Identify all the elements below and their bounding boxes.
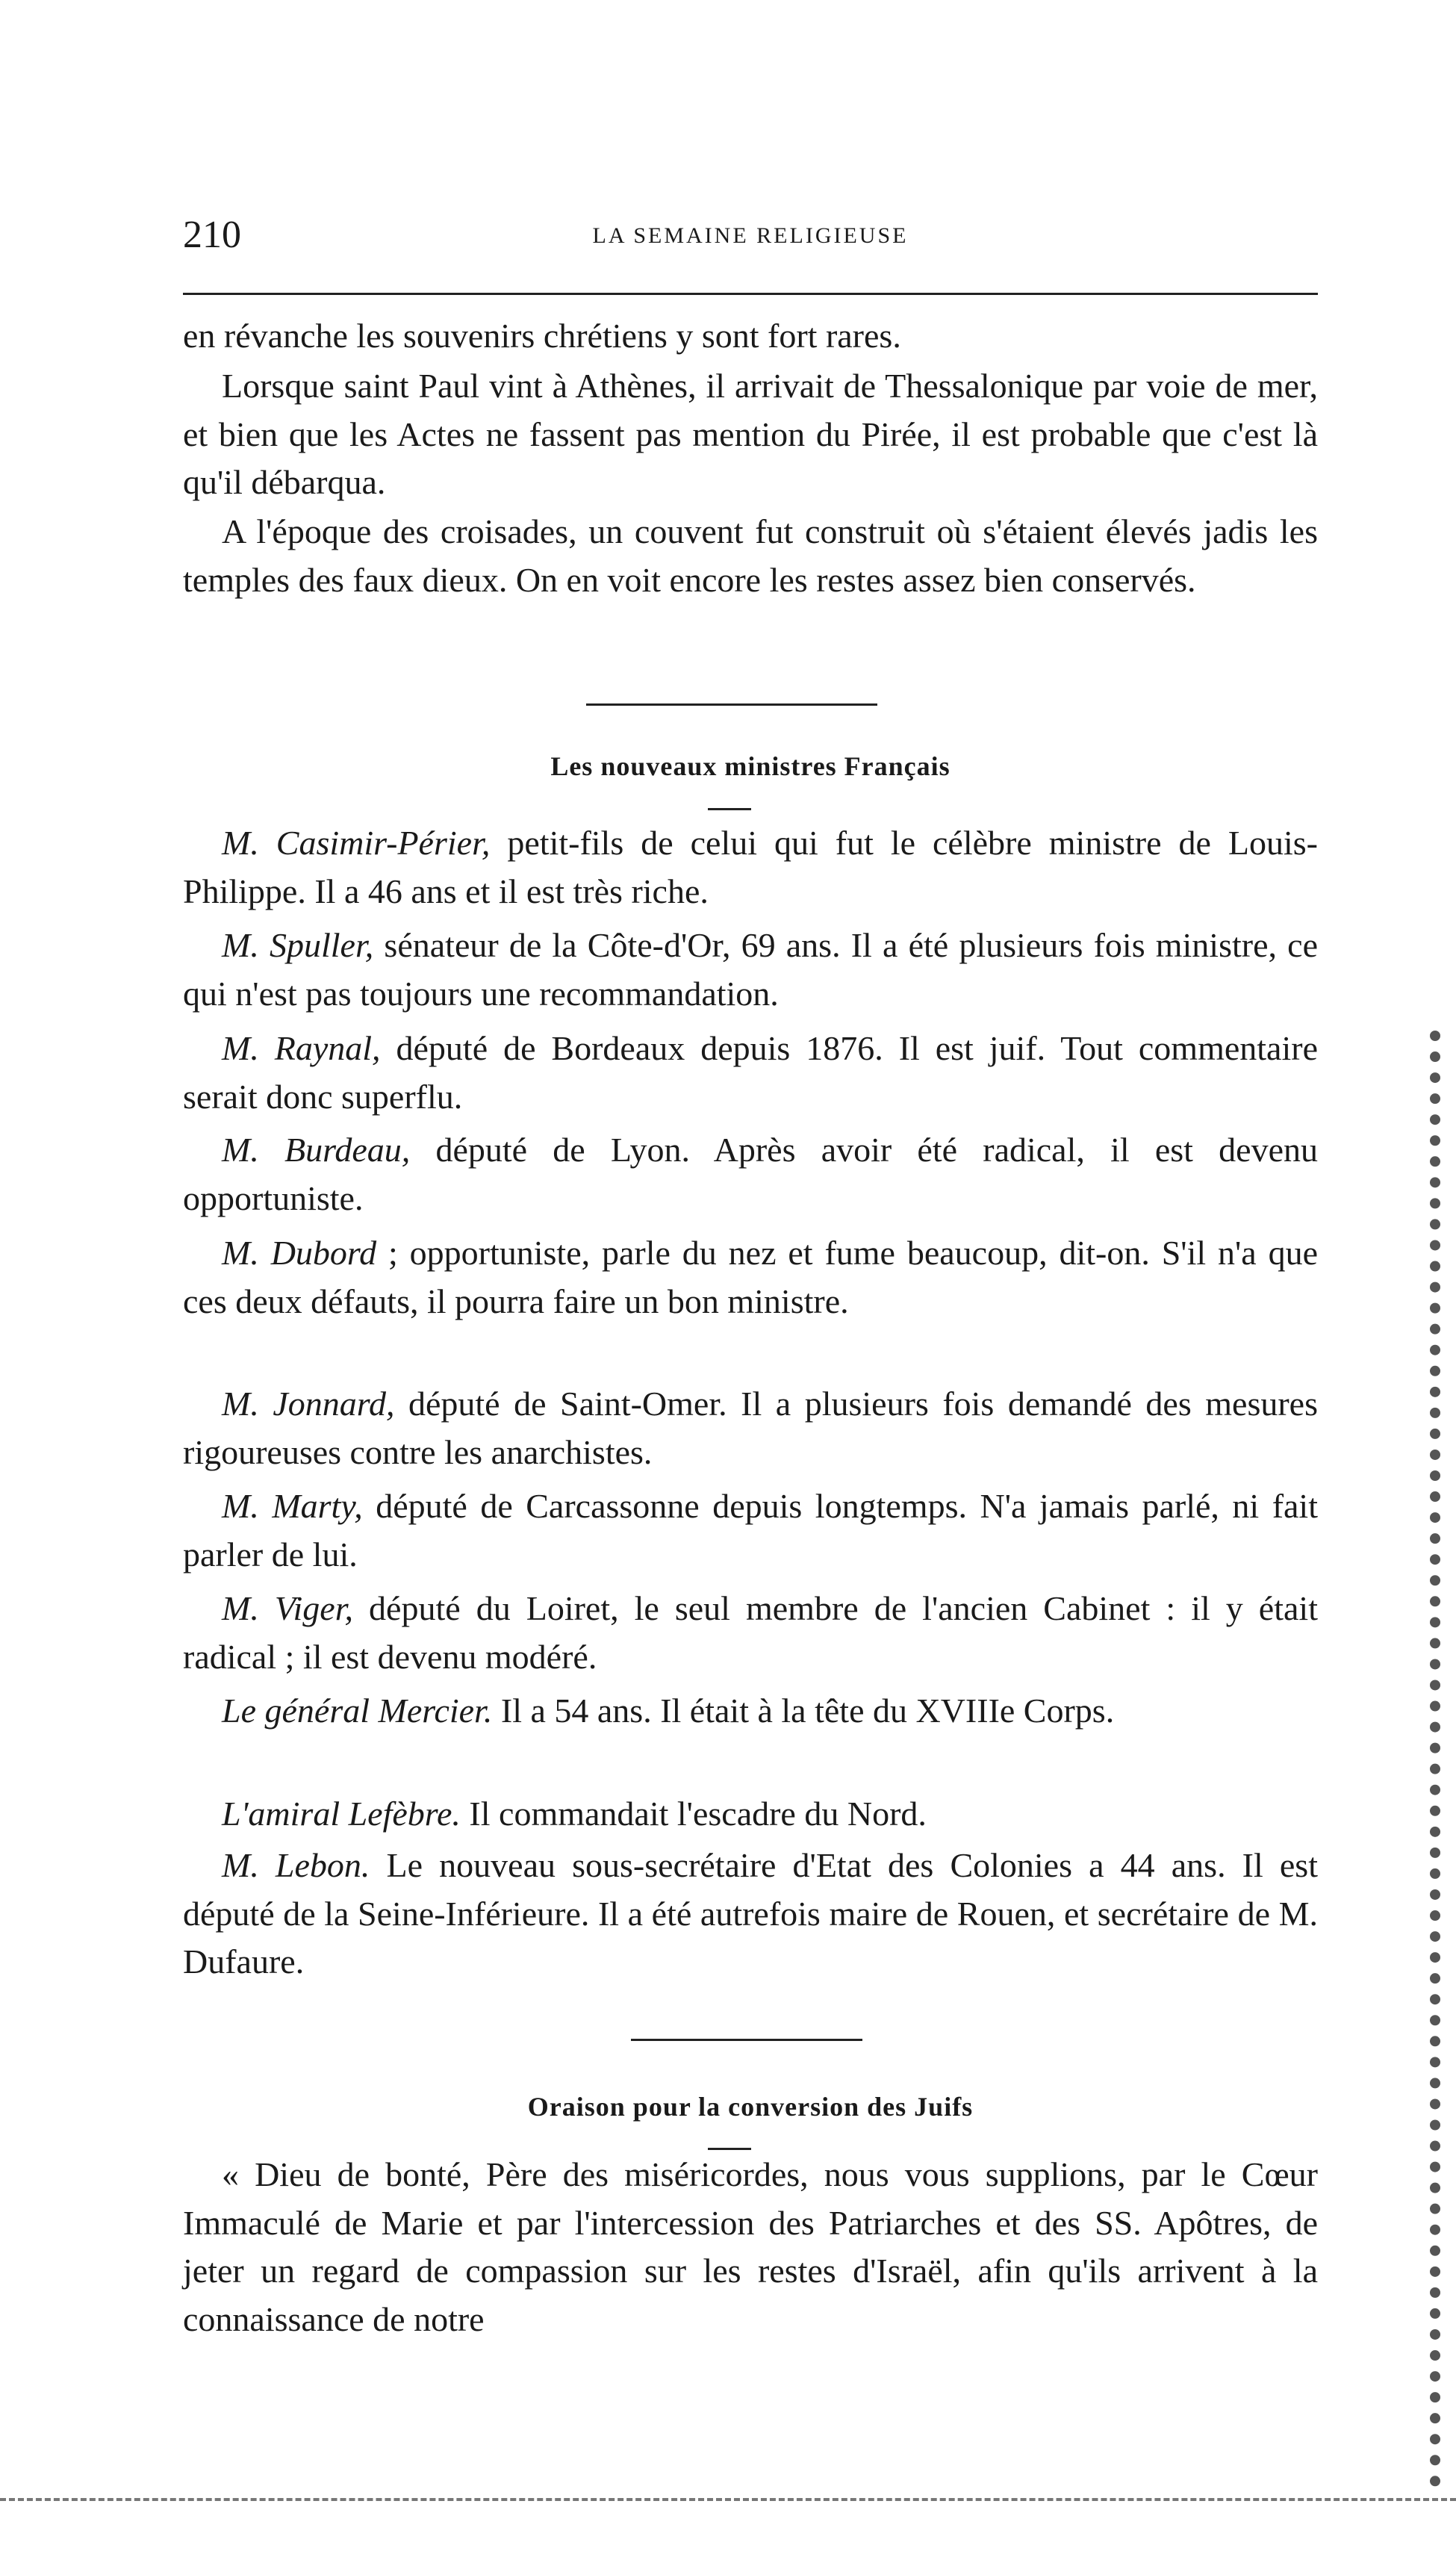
page-header (183, 213, 1318, 273)
minister-name: Le général Mercier. (222, 1691, 493, 1730)
prayer-paragraph: « Dieu de bonté, Père des miséricordes, nous vous supplions, par le Cœur Immaculé de Marie et par l'intercession des Patriarches et des SS. Apôtres, de jeter un regard de compassion sur les restes d'Israël, afin qu'ils arrivent à la connaissance de notre (183, 2155, 1318, 2339)
minister-description: député de Saint-Omer. Il a plusieurs fois demandé des mesures rigoureuses contre les anarchistes. (183, 1385, 1318, 1471)
minister-entry (183, 1687, 1318, 1736)
title-dash (708, 2148, 751, 2150)
minister-description: député de Carcassonne depuis longtemps. N'a jamais parlé, ni fait parler de lui. (183, 1487, 1318, 1573)
minister-entry (183, 1025, 1318, 1121)
running-title: LA SEMAINE RELIGIEUSE (592, 223, 909, 248)
minister-name: M. Burdeau, (222, 1131, 411, 1169)
minister-entry (183, 819, 1318, 916)
intro-paragraph-3: A l'époque des croisades, un couvent fut construit où s'étaient élevés jadis les temples des faux dieux. On en voit encore les restes assez bien conservés. (183, 512, 1318, 599)
minister-description: ; opportuniste, parle du nez et fume beaucoup, dit-on. S'il n'a que ces deux défauts, il pourra faire un bon ministre. (183, 1234, 1319, 1320)
minister-name: M. Spuller, (222, 926, 374, 964)
minister-name: M. Marty, (222, 1487, 363, 1525)
minister-name: M. Viger, (222, 1589, 354, 1627)
minister-entry (183, 1229, 1318, 1326)
minister-entry (183, 1482, 1318, 1579)
section-title: Oraison pour la conversion des Juifs (527, 2092, 974, 2122)
minister-entry (183, 1126, 1318, 1223)
minister-name: M. Jonnard, (222, 1385, 395, 1423)
minister-description: député de Bordeaux depuis 1876. Il est juif. Tout commentaire serait donc superflu. (183, 1029, 1318, 1116)
minister-description: petit-fils de celui qui fut le célèbre ministre de Louis-Philippe. Il a 46 ans et il est très riche. (183, 824, 1318, 910)
section-divider (631, 2039, 862, 2041)
section-title: Les nouveaux ministres Français (550, 751, 951, 781)
minister-entry (183, 1842, 1318, 1986)
intro-paragraph-1: en révanche les souvenirs chrétiens y sont fort rares. (183, 317, 901, 355)
page-bottom-edge (0, 2498, 1456, 2501)
section-divider (586, 703, 877, 706)
minister-name: M. Casimir-Périer, (222, 824, 491, 862)
minister-description: Le nouveau sous-secrétaire d'Etat des Colonies a 44 ans. Il est député de la Seine-Inférieure. Il a été autrefois maire de Rouen, et secrétaire de M. Dufaure. (183, 1846, 1318, 1981)
minister-name: L'amiral Lefèbre. (222, 1795, 461, 1833)
minister-name: M. Raynal, (222, 1029, 381, 1067)
header-rule (183, 293, 1318, 295)
minister-description: Il a 54 ans. Il était à la tête du XVIIIe Corps. (492, 1691, 1115, 1730)
minister-entry (183, 1585, 1318, 1681)
minister-name: M. Lebon. (222, 1846, 370, 1884)
minister-entry (183, 922, 1318, 1018)
minister-description: sénateur de la Côte-d'Or, 69 ans. Il a été plusieurs fois ministre, ce qui n'est pas toujours une recommandation. (183, 926, 1318, 1013)
minister-description: député du Loiret, le seul membre de l'ancien Cabinet : il y était radical ; il est devenu modéré. (183, 1589, 1318, 1676)
minister-name: M. Dubord (222, 1234, 377, 1272)
minister-description: Il commandait l'escadre du Nord. (460, 1795, 927, 1833)
title-dash (708, 808, 751, 810)
minister-entry (183, 1790, 1318, 1839)
page-number: 210 (183, 214, 241, 256)
minister-entry (183, 1380, 1318, 1476)
page-right-edge (1430, 1031, 1440, 2487)
intro-paragraph-2: Lorsque saint Paul vint à Athènes, il arrivait de Thessalonique par voie de mer, et bien que les Actes ne fassent pas mention du Pirée, il est probable que c'est là qu'il débarqua. (183, 367, 1318, 502)
minister-description: député de Lyon. Après avoir été radical, il est devenu opportuniste. (183, 1131, 1319, 1217)
